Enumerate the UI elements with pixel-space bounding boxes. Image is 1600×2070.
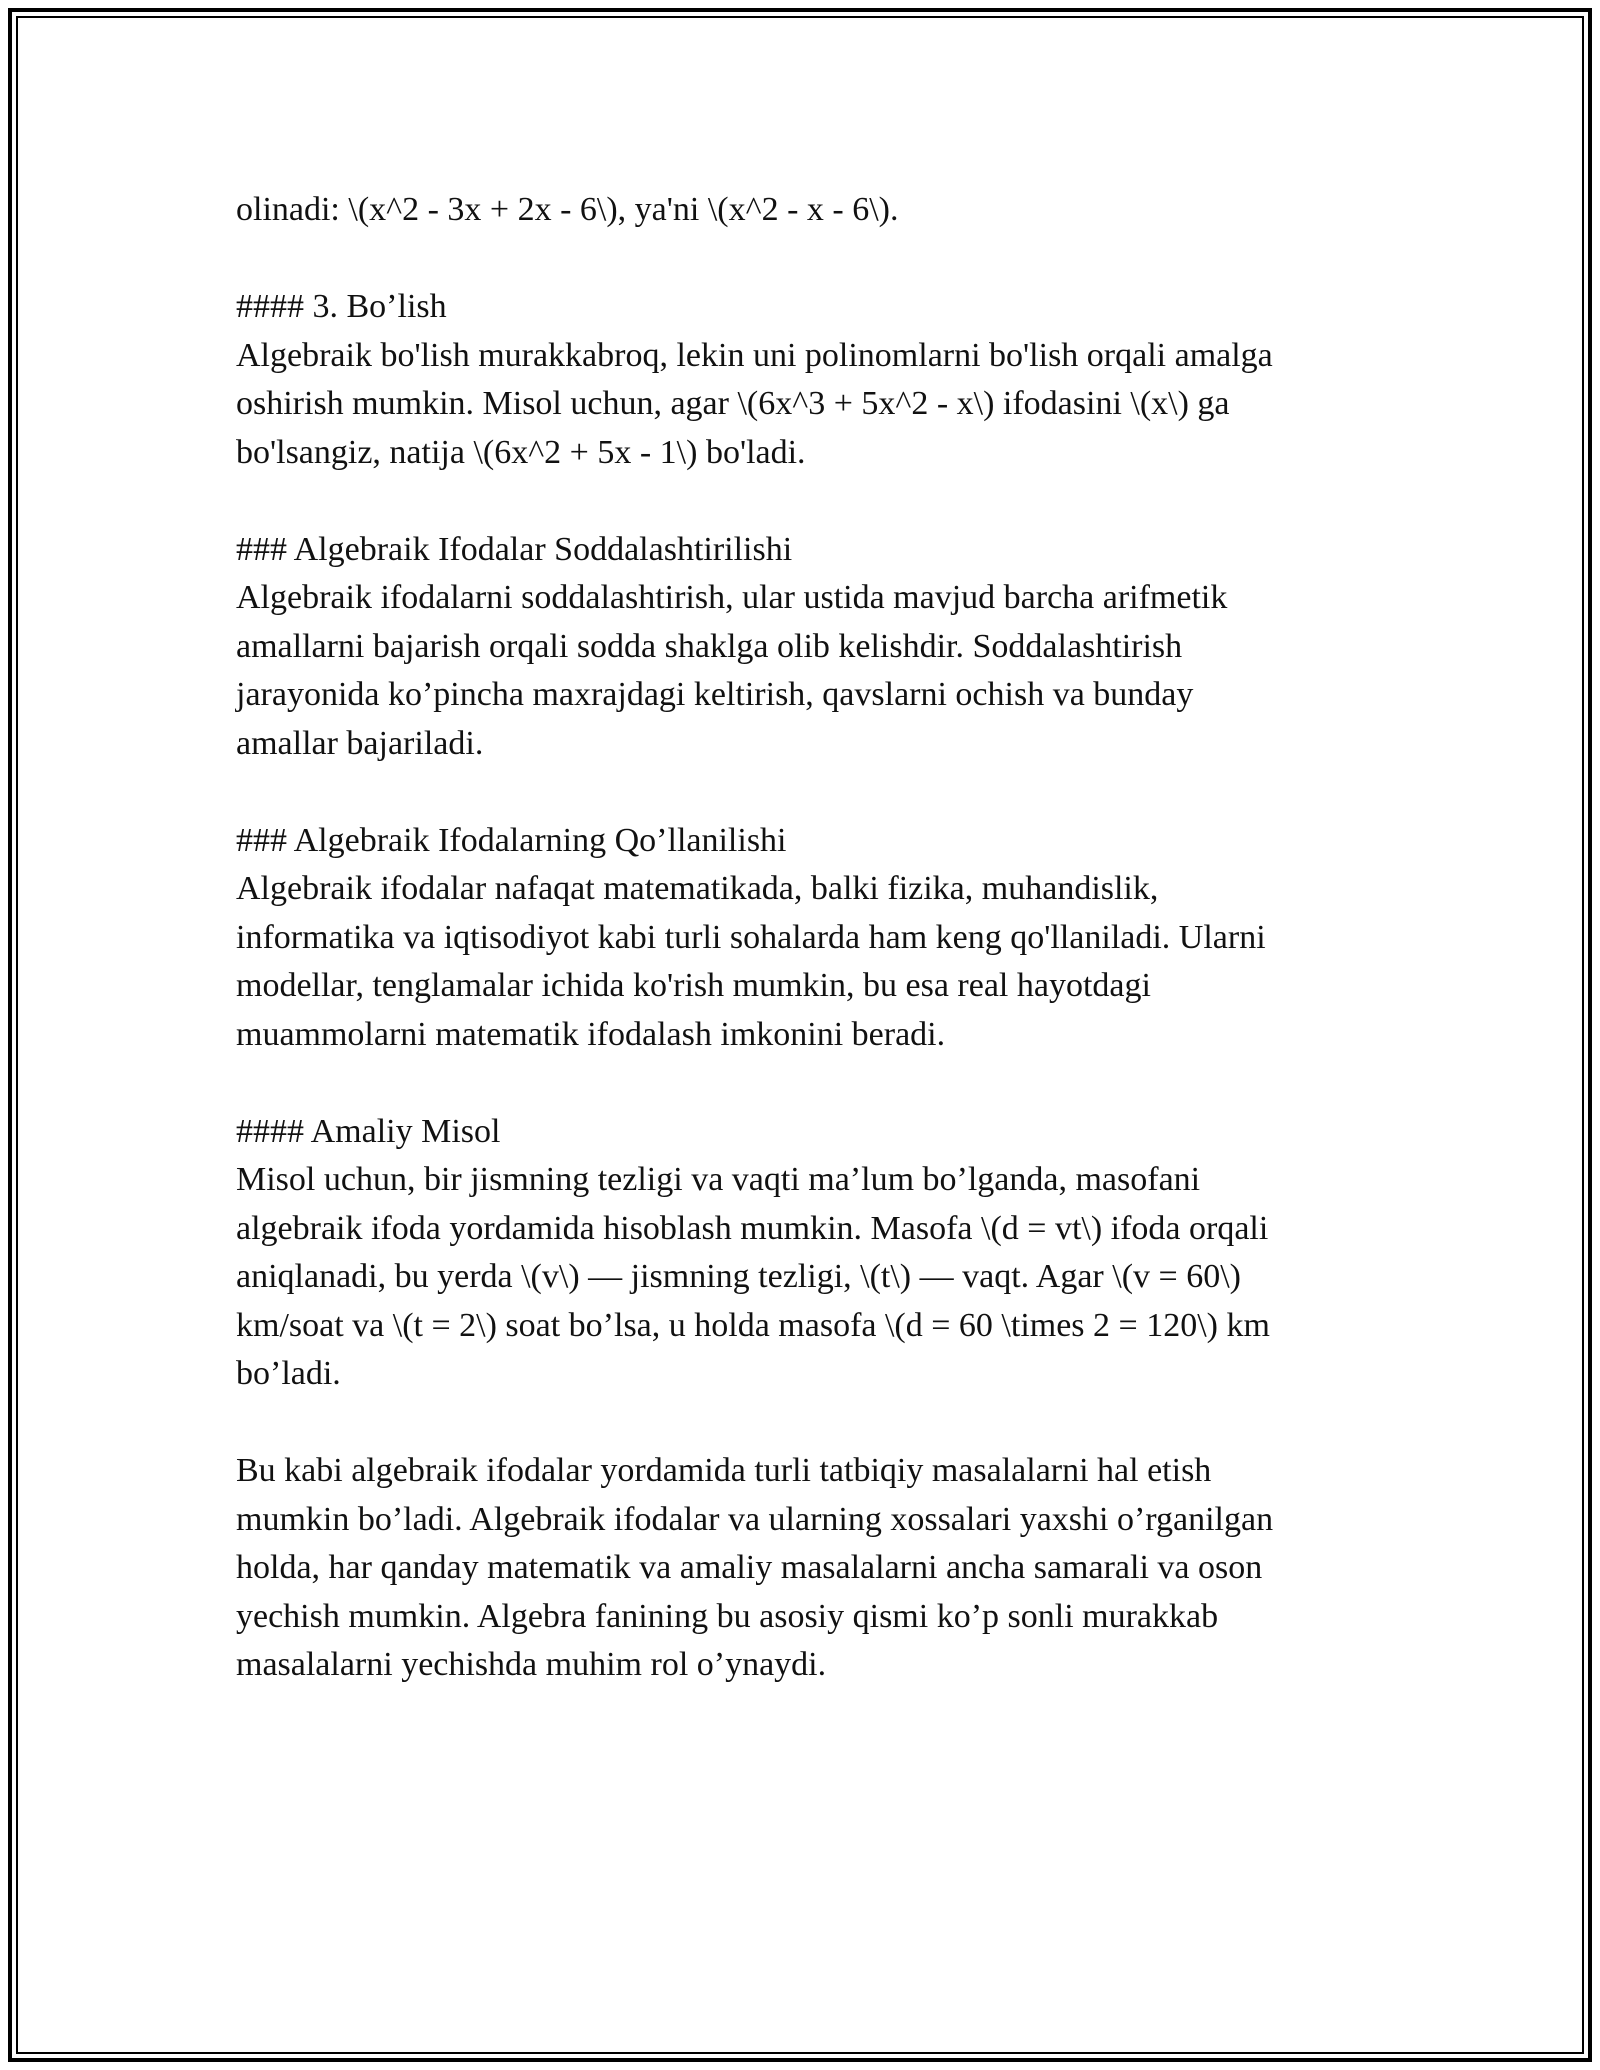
section-division	[236, 283, 1366, 477]
text-line: amallarni bajarish orqali sodda shaklga olib kelishdir. Soddalashtirish	[236, 627, 1183, 665]
text-line: Bu kabi algebraik ifodalar yordamida turli tatbiqiy masalalarni hal etish	[236, 1452, 1212, 1489]
text-line: informatika va iqtisodiyot kabi turli sohalarda ham keng qo'llaniladi. Ularni	[236, 918, 1266, 956]
text-line: oshirish mumkin. Misol uchun, agar \(6x^3 + 5x^2 - x\) ifodasini \(x\) ga	[236, 385, 1230, 422]
text-line: olinadi: \(x^2 - 3x + 2x - 6\), ya'ni \(x^2 - x - 6\).	[236, 191, 899, 228]
text-line: jarayonida ko’pincha maxrajdagi keltirish, qavslarni ochish va bunday	[236, 676, 1194, 713]
text-line: bo’ladi.	[236, 1355, 341, 1392]
text-line: mumkin bo’ladi. Algebraik ifodalar va ularning xossalari yaxshi o’rganilgan	[236, 1500, 1274, 1538]
text-line: holda, har qanday matematik va amaliy masalalarni ancha samarali va oson	[236, 1549, 1263, 1586]
section-heading: ### Algebraik Ifodalar Soddalashtirilishi	[236, 530, 793, 568]
text-line: Algebraik bo'lish murakkabroq, lekin uni polinomlarni bo'lish orqali amalga	[236, 336, 1273, 374]
section-heading: ### Algebraik Ifodalarning Qo’llanilishi	[236, 821, 787, 859]
text-line: aniqlanadi, bu yerda \(v\) — jismning tezligi, \(t\) — vaqt. Agar \(v = 60\)	[236, 1258, 1241, 1295]
text-line: Algebraik ifodalarni soddalashtirish, ular ustida mavjud barcha arifmetik	[236, 579, 1228, 616]
section-heading: #### 3. Bo’lish	[236, 288, 447, 325]
section-practical-example	[236, 1108, 1366, 1399]
paragraph-continuation	[236, 186, 1366, 235]
text-line: yechish mumkin. Algebra fanining bu asosiy qismi ko’p sonli murakkab	[236, 1597, 1219, 1635]
paragraph-conclusion	[236, 1447, 1366, 1690]
text-line: amallar bajariladi.	[236, 724, 484, 762]
text-line: km/soat va \(t = 2\) soat bo’lsa, u holda masofa \(d = 60 \times 2 = 120\) km	[236, 1306, 1270, 1344]
section-simplification	[236, 526, 1366, 769]
document-body	[236, 186, 1366, 1690]
section-heading: #### Amaliy Misol	[236, 1112, 501, 1150]
section-applications	[236, 817, 1366, 1060]
text-line: modellar, tenglamalar ichida ko'rish mumkin, bu esa real hayotdagi	[236, 967, 1151, 1004]
text-line: algebraik ifoda yordamida hisoblash mumkin. Masofa \(d = vt\) ifoda orqali	[236, 1209, 1269, 1247]
text-line: muammolarni matematik ifodalash imkonini beradi.	[236, 1015, 946, 1053]
text-line: Algebraik ifodalar nafaqat matematikada, balki fizika, muhandislik,	[236, 870, 1159, 907]
text-line: Misol uchun, bir jismning tezligi va vaqti ma’lum bo’lganda, masofani	[236, 1161, 1201, 1198]
text-line: masalalarni yechishda muhim rol o’ynaydi.	[236, 1646, 827, 1683]
text-line: bo'lsangiz, natija \(6x^2 + 5x - 1\) bo'ladi.	[236, 433, 806, 471]
